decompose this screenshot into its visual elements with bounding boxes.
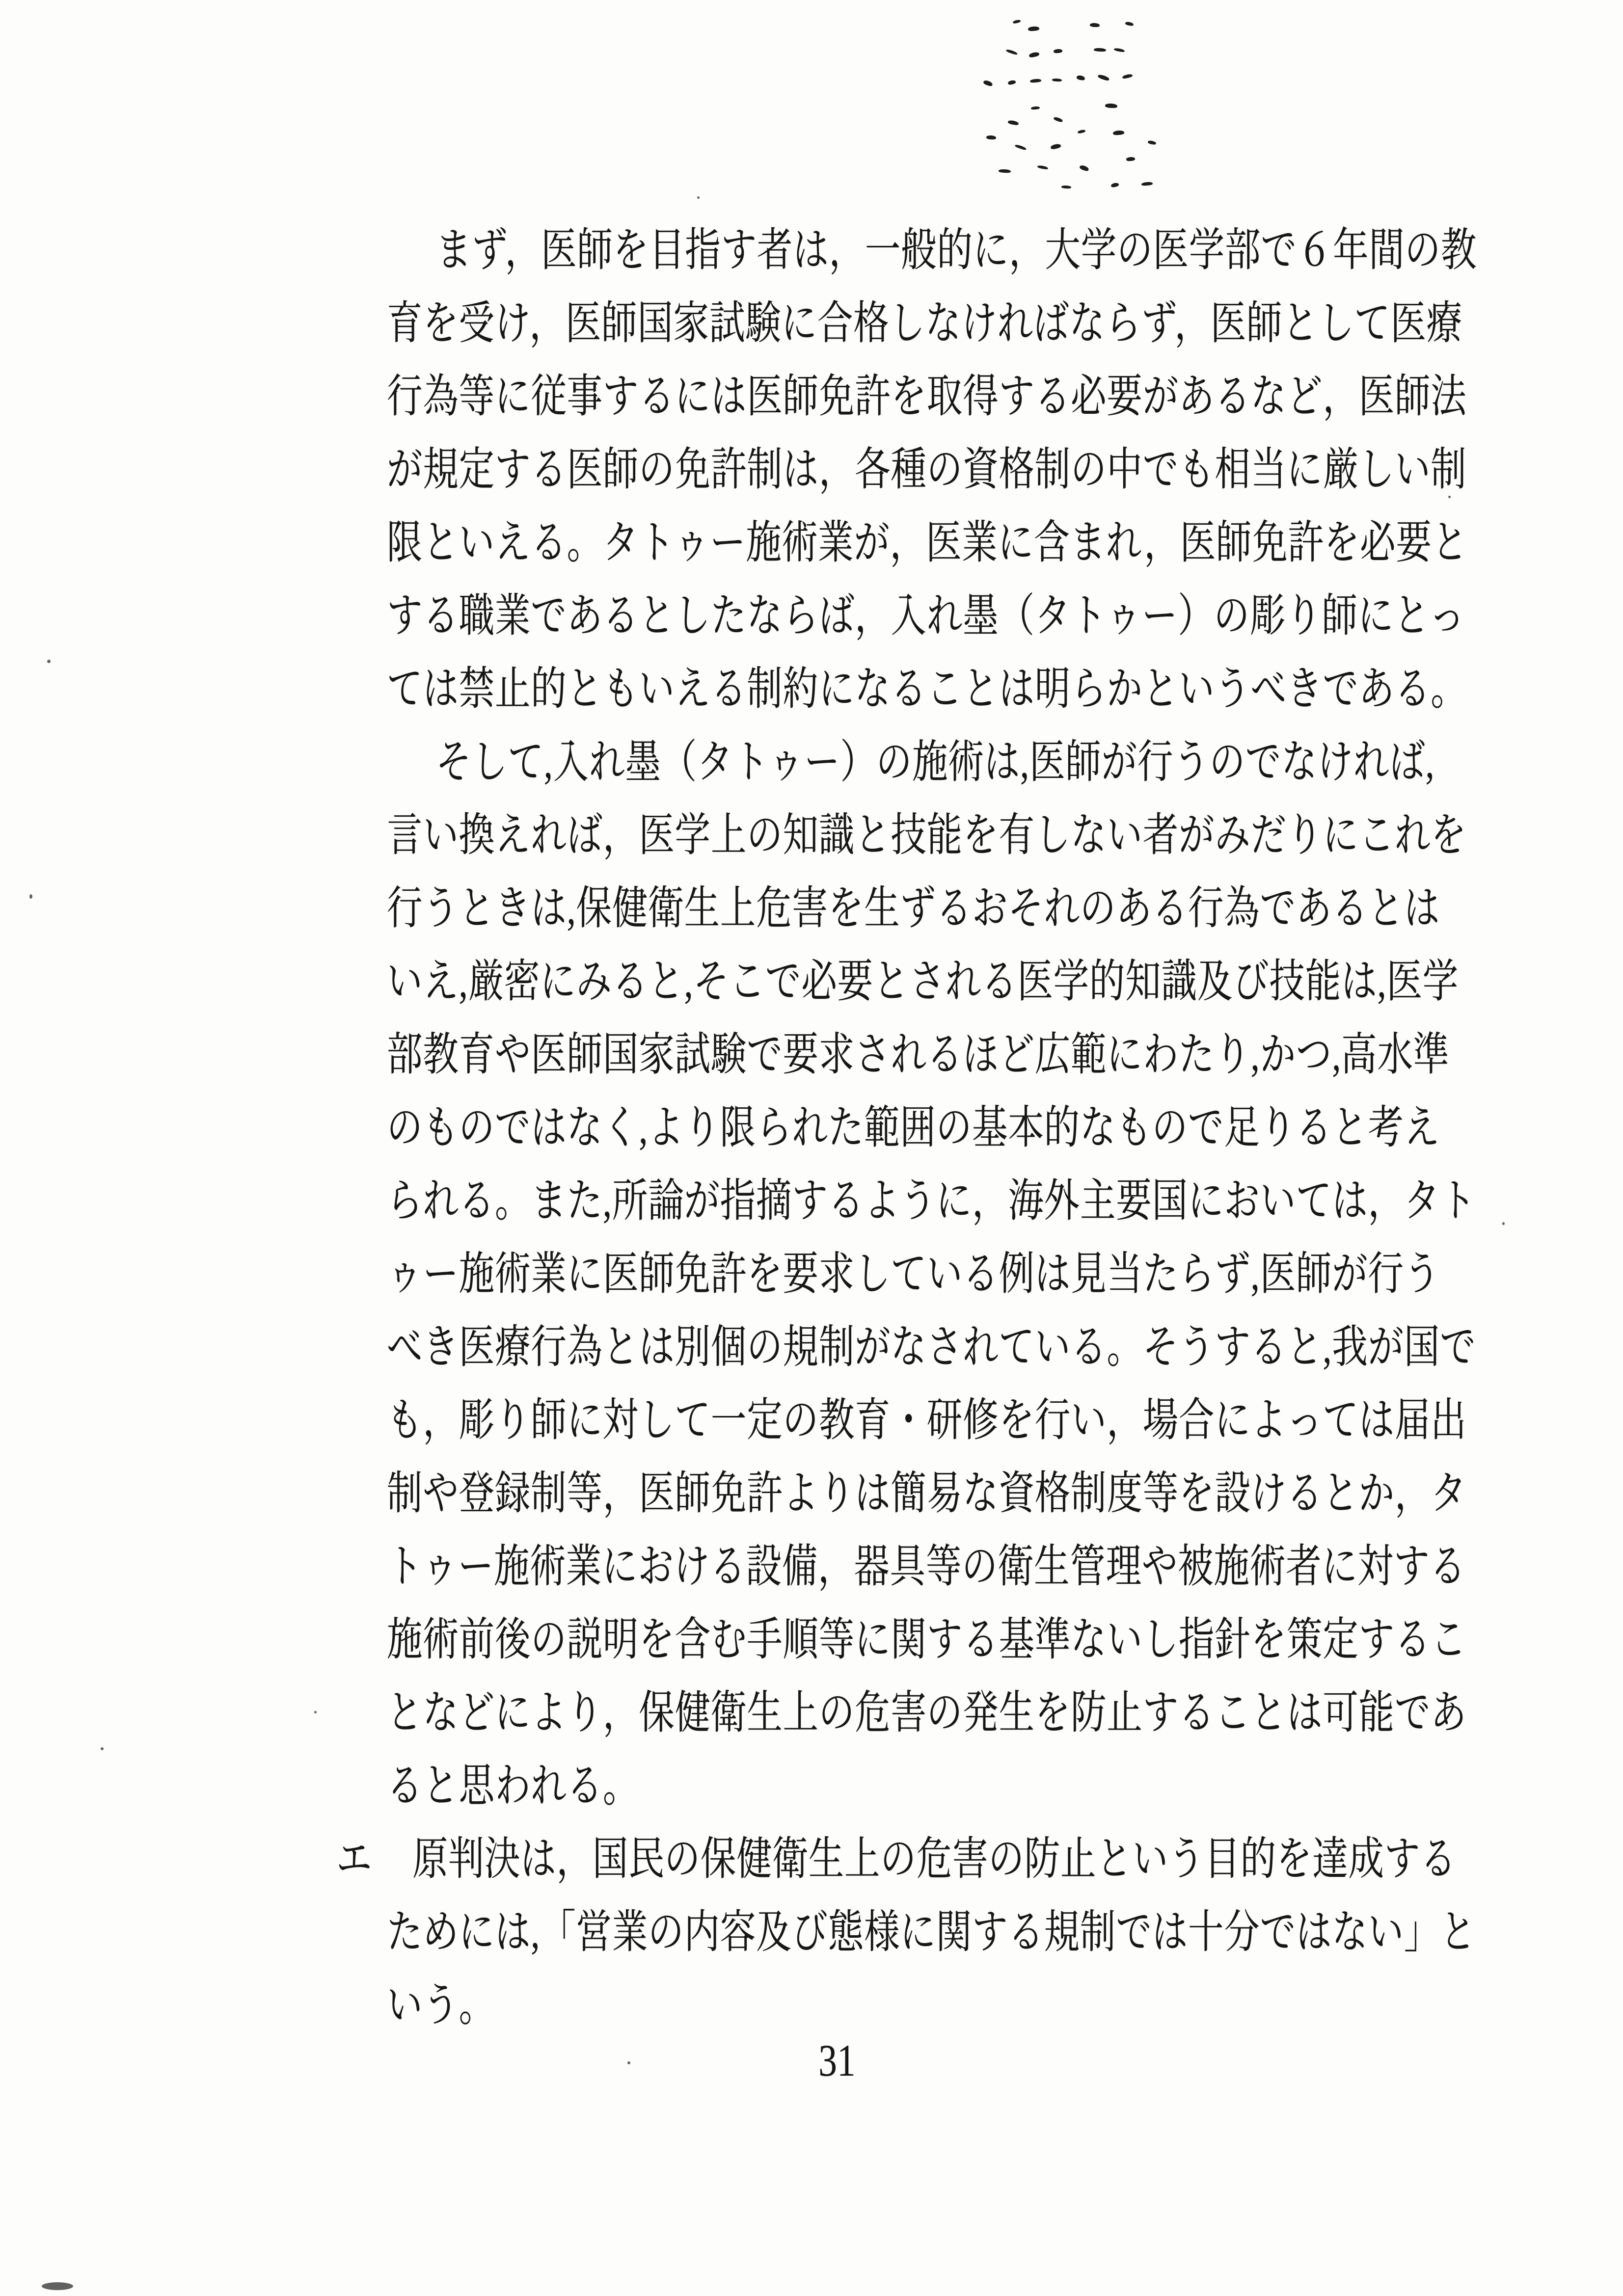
text-line: のものではなく,より限られた範囲の基本的なもので足りると考え [387, 1103, 1440, 1153]
text-line: ゥー施術業に医師免許を要求している例は見当たらず,医師が行う [387, 1249, 1440, 1300]
noise-speck [1028, 26, 1040, 31]
noise-speck [1050, 143, 1061, 150]
noise-speck [1114, 48, 1125, 53]
noise-speck [1030, 79, 1042, 83]
noise-speck [1037, 165, 1049, 170]
noise-speck [1079, 164, 1089, 171]
text-line: 施術前後の説明を含む手順等に関する基準ないし指針を策定するこ [387, 1615, 1467, 1665]
noise-dot [697, 196, 700, 199]
text-line: 限といえる。タトゥー施術業が，医業に含まれ，医師免許を必要と [387, 518, 1468, 568]
text-line-item-e [336, 1823, 1457, 1896]
noise-dot [1502, 1222, 1505, 1225]
noise-dot [101, 1747, 104, 1750]
noise-dot [627, 2061, 630, 2064]
text-line: 言い換えれば，医学上の知識と技能を有しない者がみだりにこれを [387, 810, 1467, 861]
page-number: 31 [818, 2035, 856, 2085]
noise-speck [1054, 49, 1063, 53]
noise-speck [1148, 140, 1157, 145]
noise-speck [1013, 19, 1021, 24]
text-line: 行為等に従事するには医師免許を取得する必要があるなど，医師法 [387, 372, 1467, 422]
text-line: 部教育や医師国家試験で要求されるほど広範にわたり,かつ,高水準 [387, 1030, 1450, 1080]
text-line: られる。また,所論が指摘するように，海外主要国においては，タト [387, 1176, 1476, 1227]
noise-speck [1125, 22, 1134, 27]
text-line: 制や登録制等，医師免許よりは簡易な資格制度等を設けるとか，タ [387, 1468, 1467, 1519]
text-line: 育を受け，医師国家試験に合格しなければならず，医師として医療 [387, 298, 1462, 349]
text-line: も，彫り師に対して一定の教育・研修を行い，場合によっては届出 [387, 1395, 1467, 1446]
noise-speck [1078, 129, 1086, 134]
noise-speck [1110, 182, 1119, 188]
noise-speck [1052, 79, 1062, 82]
noise-dot [29, 894, 32, 899]
noise-speck [1053, 116, 1063, 123]
noise-speck [1141, 182, 1153, 186]
text-line: そして,入れ墨（タトゥー）の施術は,医師が行うのでなければ, [435, 737, 1435, 788]
noise-speck [1006, 49, 1018, 55]
noise-speck [1097, 74, 1109, 81]
noise-speck [1028, 52, 1040, 58]
text-line: ては禁止的ともいえる制約になることは明らかというべきである。 [387, 664, 1467, 715]
noise-dot [42, 2282, 73, 2290]
noise-speck [1076, 75, 1085, 81]
noise-speck [1007, 80, 1016, 85]
noise-dot [314, 1711, 317, 1713]
noise-speck [1122, 74, 1133, 80]
text-line: トゥー施術業における設備，器具等の衛生管理や被施術者に対する [387, 1542, 1466, 1592]
noise-speck [1094, 48, 1106, 52]
noise-dot [47, 660, 51, 663]
noise-speck [1061, 186, 1071, 189]
text-line: ためには,「営業の内容及び態様に関する規制では十分ではない」と [387, 1907, 1476, 1958]
noise-speck [983, 80, 993, 86]
text-line: いえ,厳密にみると,そこで必要とされる医学的知識及び技能は,医学 [387, 957, 1459, 1007]
text-line: ると思われる。 [387, 1761, 639, 1812]
noise-speck [1031, 106, 1040, 110]
text-line: となどにより，保健衛生上の危害の発生を防止することは可能であ [387, 1688, 1467, 1738]
text-line: いう。 [387, 1980, 495, 2031]
noise-speck [1090, 23, 1100, 27]
noise-speck [1105, 104, 1117, 108]
text-line: する職業であるとしたならば，入れ墨（タトゥー）の彫り師にとっ [387, 591, 1465, 641]
item-marker-e: エ [336, 1834, 373, 1885]
text-line: 行うときは,保健衛生上危害を生ずるおそれのある行為であるとは [387, 883, 1440, 934]
item-e-text: 原判決は，国民の保健衛生上の危害の防止という目的を達成する [412, 1834, 1457, 1885]
text-line: が規定する医師の免許制は，各種の資格制の中でも相当に厳しい制 [387, 445, 1467, 495]
noise-speck [1015, 144, 1027, 150]
noise-speck [1126, 157, 1136, 161]
text-line: まず，医師を目指す者は，一般的に，大学の医学部で６年間の教 [435, 225, 1477, 276]
noise-dot [1448, 496, 1451, 498]
noise-speck [1113, 130, 1125, 135]
document-body-text [336, 214, 1541, 2042]
text-line: べき医療行為とは別個の規制がなされている。そうすると,我が国で [387, 1322, 1476, 1373]
noise-speck [986, 135, 996, 140]
noise-speck [1007, 120, 1019, 126]
noise-speck [999, 169, 1011, 173]
